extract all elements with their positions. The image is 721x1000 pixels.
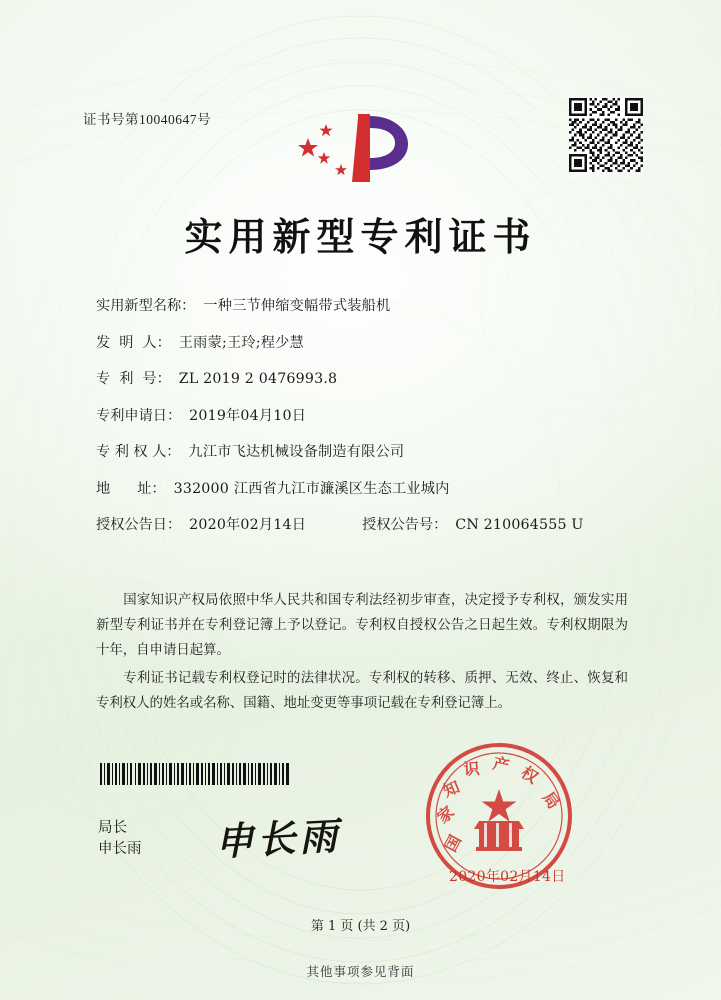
- field-row: [96, 405, 636, 425]
- director-label: 局长: [98, 820, 127, 836]
- field-label: 专 利 号：: [96, 371, 171, 387]
- grant-date-value: 2020年02月14日: [189, 517, 307, 533]
- field-value: 332000 江西省九江市濂溪区生态工业城内: [173, 480, 450, 497]
- grant-number-value: CN 210064555 U: [455, 517, 584, 533]
- field-row: [96, 441, 636, 461]
- field-value: ZL 2019 2 0476993.8: [178, 371, 338, 387]
- svg-text:局: 局: [538, 788, 564, 813]
- field-value: 王雨蒙;王玲;程少慧: [178, 334, 304, 351]
- svg-text:产: 产: [491, 753, 512, 776]
- page-indicator: 第 1 页 (共 2 页): [310, 919, 411, 934]
- field-label: 发 明 人：: [96, 334, 171, 351]
- paragraph-legal-1: [96, 588, 628, 663]
- field-row: [96, 295, 636, 315]
- grant-number-label: 授权公告号：: [362, 517, 448, 533]
- signature: 申长雨: [214, 812, 343, 865]
- paragraph-text: 专利证书记载专利权登记时的法律状况。专利权的转移、质押、无效、终止、恢复和专利权人的姓名或名称、国籍、地址变更等事项记载在专利登记簿上。: [96, 671, 628, 711]
- qr-code-icon: [569, 98, 643, 172]
- grant-date-label: 授权公告日：: [96, 517, 182, 533]
- grant-row: [96, 514, 636, 534]
- director-name: 申长雨: [98, 841, 142, 857]
- cnipa-logo-icon: [296, 108, 420, 188]
- seal-date: 2020年02月14日: [449, 869, 566, 885]
- paragraph-text: 国家知识产权局依照中华人民共和国专利法经初步审查，决定授予专利权，颁发实用新型专利证书并在专利登记簿上予以登记。专利权自授权公告之日起生效。专利权期限为十年，自申请日起算。: [96, 593, 628, 658]
- field-value: 九江市飞达机械设备制造有限公司: [188, 444, 405, 460]
- svg-text:识: 识: [462, 758, 481, 779]
- svg-text:权: 权: [517, 762, 542, 788]
- svg-text:知: 知: [440, 777, 463, 801]
- field-label: 实用新型名称：: [96, 298, 196, 314]
- footnote: 其他事项参见背面: [306, 964, 415, 979]
- field-row: [96, 478, 636, 498]
- field-value: 2019年04月10日: [189, 407, 307, 424]
- field-label: 专 利 权 人：: [96, 444, 181, 460]
- field-row: [96, 332, 636, 352]
- director-block: [98, 818, 142, 860]
- field-value: 一种三节伸缩变幅带式装船机: [203, 298, 391, 314]
- field-label: 地 址：: [96, 480, 166, 497]
- svg-text:家: 家: [433, 802, 458, 828]
- certificate-number: 证书号第10040647号: [83, 112, 211, 127]
- paragraph-legal-2: [96, 666, 628, 716]
- field-list: [96, 295, 636, 551]
- svg-text:国: 国: [440, 831, 466, 855]
- barcode-icon: [100, 763, 290, 785]
- field-label: 专利申请日：: [96, 407, 182, 424]
- page-title: 实用新型专利证书: [184, 214, 537, 259]
- field-row: [96, 368, 636, 388]
